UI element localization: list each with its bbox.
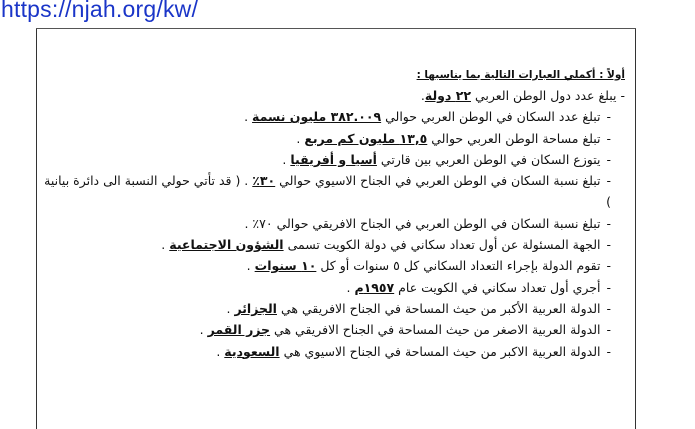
source-url-watermark[interactable]: https://njah.org/kw/ xyxy=(1,0,199,22)
item-end: . xyxy=(161,237,166,253)
item-answer: ٣٨٢.٠٠٩ مليون نسمة xyxy=(252,109,382,125)
item-text: يبلغ عدد دول الوطن العربي xyxy=(474,88,617,103)
list-item xyxy=(60,149,625,170)
list-item xyxy=(36,170,625,213)
item-dash: - xyxy=(606,322,611,338)
list-item xyxy=(60,255,625,276)
section-heading xyxy=(60,68,625,83)
item-answer: الشؤون الاجتماعية xyxy=(169,237,284,253)
item-end: . xyxy=(296,130,301,146)
item-end: . xyxy=(244,109,249,125)
item-end: . ( قد تأتي حولي النسبة الى دائرة بيانية ) xyxy=(44,173,611,210)
item-dash: - xyxy=(606,279,611,295)
item-answer: ٢٢ دولة xyxy=(424,88,471,103)
list-item xyxy=(60,106,625,127)
item-dash: - xyxy=(606,258,611,274)
section-title: أولاً : أكملي العبارات التالية بما يناسبها : xyxy=(416,69,625,81)
item-end: . xyxy=(246,258,251,274)
item-end: . xyxy=(420,88,425,103)
list-item xyxy=(60,341,625,362)
item-end: . xyxy=(346,279,351,295)
item-text: يتوزع السكان في الوطن العربي بين قارتي xyxy=(380,151,601,167)
item-answer: أسيا و أفريقيا xyxy=(290,151,377,167)
list-item xyxy=(60,128,625,149)
item-end: . xyxy=(216,343,221,359)
item-text: أجري أول تعداد سكاني في الكويت عام xyxy=(398,279,601,295)
item-answer: جزر القمر xyxy=(207,322,271,338)
item-text: تقوم الدولة بإجراء التعداد السكاني كل ٥ سنوات أو كل xyxy=(320,258,601,274)
item-end: . xyxy=(226,300,231,316)
list-item xyxy=(60,298,625,319)
item-answer: ٣٠٪ xyxy=(252,173,276,189)
item-answer: ١٠ سنوات xyxy=(254,258,317,274)
item-text: تبلغ عدد السكان في الوطن العربي حوالي xyxy=(385,109,601,125)
item-text: الدولة العربية الاصغر من حيث المساحة في الجناح الافريقي هي xyxy=(274,322,601,338)
item-dash: - xyxy=(606,151,611,167)
item-dash: - xyxy=(606,215,611,231)
worksheet-content xyxy=(44,68,625,362)
item-text: تبلغ نسبة السكان في الوطن العربي في الجناح الاسيوي حوالي xyxy=(279,173,601,189)
item-answer: الجزائر xyxy=(234,300,277,316)
item-text: تبلغ نسبة السكان في الوطن العربي في الجناح الافريقي حوالي ٧٠٪ . xyxy=(244,215,601,231)
list-item xyxy=(60,213,625,234)
item-text: الدولة العربية الأكبر من حيث المساحة في الجناح الافريقي هي xyxy=(280,300,601,316)
item-answer: ١٩٥٧م xyxy=(354,279,395,295)
item-end: . xyxy=(282,151,287,167)
item-end: . xyxy=(199,322,204,338)
item-text: الدولة العربية الاكبر من حيث المساحة في الجناح الاسيوي هي xyxy=(283,343,601,359)
item-dash: - xyxy=(606,300,611,316)
item-answer: ١٣,٥ مليون كم مربع xyxy=(304,130,428,146)
list-item xyxy=(60,234,625,255)
item-dash: - xyxy=(606,237,611,253)
item-dash: - xyxy=(606,173,611,189)
item-dash: - xyxy=(606,343,611,359)
item-text: تبلغ مساحة الوطن العربي حوالي xyxy=(431,130,601,146)
list-item xyxy=(60,85,625,106)
item-dash: - xyxy=(620,88,625,103)
item-dash: - xyxy=(606,130,611,146)
item-answer: السعودية xyxy=(224,343,280,359)
list-item xyxy=(60,319,625,340)
item-dash: - xyxy=(606,109,611,125)
item-text: الجهة المسئولة عن أول تعداد سكاني في دولة الكويت تسمى xyxy=(287,237,601,253)
list-item xyxy=(60,277,625,298)
